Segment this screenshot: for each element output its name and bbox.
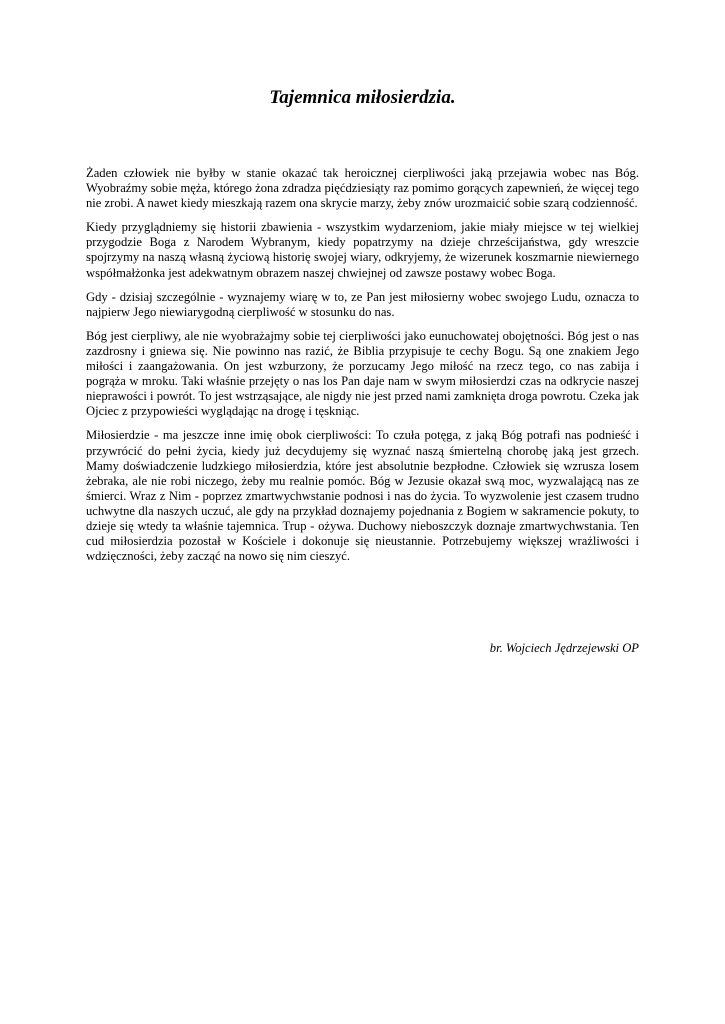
paragraph-5: Miłosierdzie - ma jeszcze inne imię obok cierpliwości: To czuła potęga, z jaką Bóg potrafi nas podnieść i przywrócić do pełni życia, kiedy już decydujemy się wyznać naszą śmiertelną chorobę jaką jest grzech. Mamy doświadczenie ludzkiego miłosierdzia, które jest absolutnie bezpłodne. Człowiek się wzrusza losem żebraka, ale nie robi niczego, żeby mu realnie pomóc. Bóg w Jezusie okazał swą moc, wyzwalającą nas ze śmierci. Wraz z Nim - poprzez zmartwychwstanie podnosi i nas do życia. To wyzwolenie jest czasem trudno uchwytne dla naszych uczuć, ale gdy na przykład doznajemy pojednania z Bogiem w sakramencie pokuty, to dzieje się wtedy ta właśnie tajemnica. Trup - ożywa. Duchowy nieboszczyk doznaje zmartwychwstania. Ten cud miłosierdzia pozostał w Kościele i dokonuje się nieustannie. Potrzebujemy większej wrażliwości i wdzięczności, żeby zacząć na nowo się nim cieszyć. xyxy=(86,428,639,564)
paragraph-3: Gdy - dzisiaj szczególnie - wyznajemy wiarę w to, ze Pan jest miłosierny wobec swojego Ludu, oznacza to najpierw Jego niewiarygodną cierpliwość w stosunku do nas. xyxy=(86,289,639,319)
paragraph-1: Żaden człowiek nie byłby w stanie okazać tak heroicznej cierpliwości jaką przejawia wobec nas Bóg. Wyobraźmy sobie męża, którego żona zdradza pięćdziesiąty raz pomimo gorących zapewnień, że więcej tego nie zrobi. A nawet kiedy mieszkają razem ona skrycie marzy, żeby znów urozmaicić sobie szarą codzienność. xyxy=(86,166,639,211)
paragraph-4: Bóg jest cierpliwy, ale nie wyobrażajmy sobie tej cierpliwości jako eunuchowatej obojętności. Bóg jest o nas zazdrosny i gniewa się. Nie powinno nas razić, że Biblia przypisuje te cechy Bogu. Są one znakiem Jego miłości i zaangażowania. On jest wzburzony, że porzucamy Jego miłość na rzecz tego, co nas zabija i pogrąża w mroku. Taki właśnie przejęty o nas los Pan daje nam w swym miłosierdzi czas na odkrycie naszej nieprawości i powrót. To jest wstrząsające, ale nigdy nie jest przed nami zamknięta droga powrotu. Czeka jak Ojciec z przypowieści wyglądając na drogę i tęskniąc. xyxy=(86,328,639,419)
document-body xyxy=(86,166,639,573)
paragraph-2: Kiedy przyglądniemy się historii zbawienia - wszystkim wydarzeniom, jakie miały miejsce w tej wielkiej przygodzie Boga z Narodem Wybranym, kiedy popatrzymy na dzieje chrześcijaństwa, gdy wreszcie spojrzymy na naszą własną życiową historię swojej wiary, odkryjemy, że wizerunek koszmarnie niewiernego współmałżonka jest adekwatnym obrazem naszej chwiejnej od zawsze postawy wobec Boga. xyxy=(86,220,639,280)
document-title: Tajemnica miłosierdzia. xyxy=(269,87,456,108)
author-signature: br. Wojciech Jędrzejewski OP xyxy=(489,641,639,655)
